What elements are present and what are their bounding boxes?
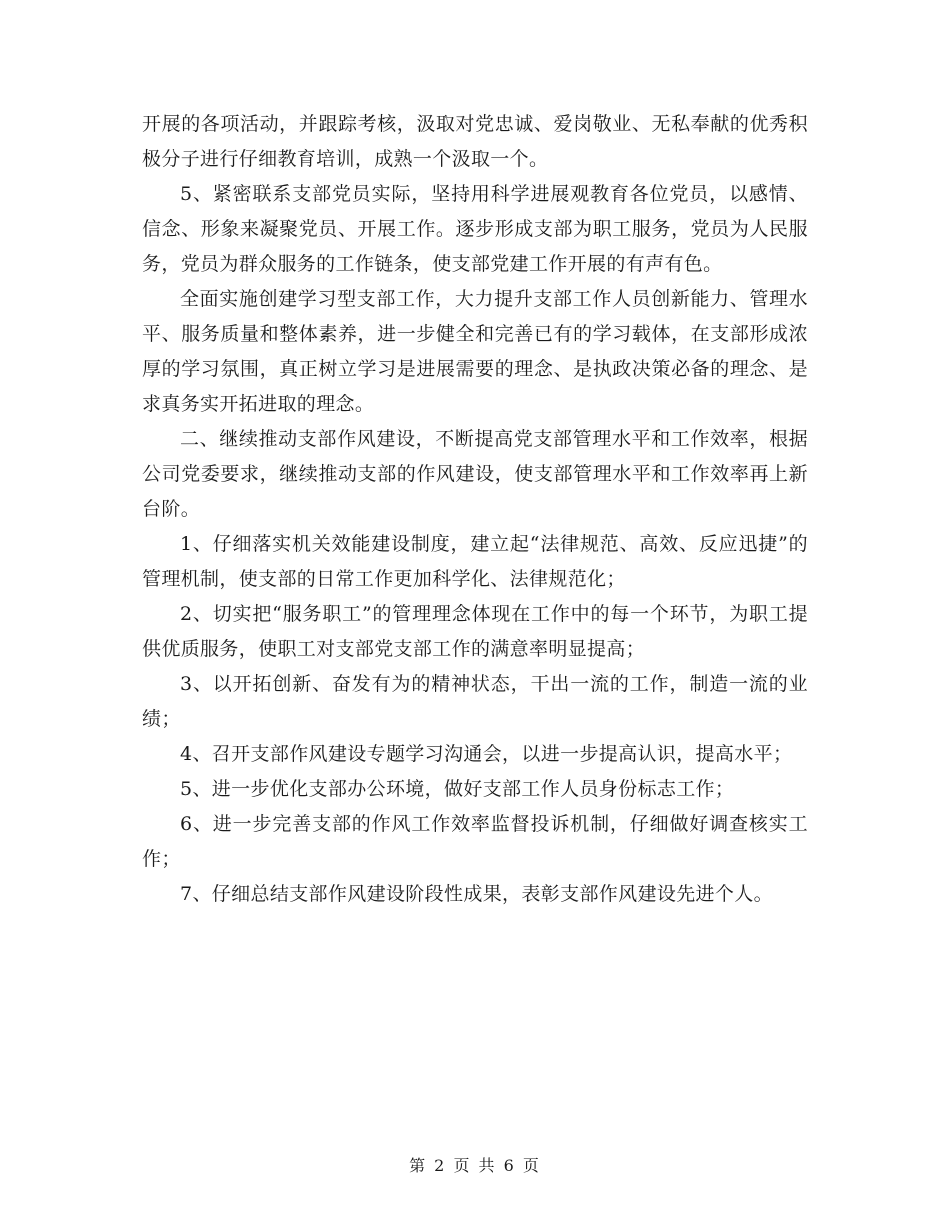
- paragraph: 3、以开拓创新、奋发有为的精神状态，干出一流的工作，制造一流的业绩；: [142, 673, 808, 730]
- paragraph: 2、切实把“服务职工”的管理理念体现在工作中的每一个环节，为职工提供优质服务，使职工对支部党支部工作的满意率明显提高；: [142, 603, 808, 660]
- paragraph: 7、仔细总结支部作风建设阶段性成果，表彰支部作风建设先进个人。: [180, 883, 773, 905]
- paragraph: 开展的各项活动，并跟踪考核，汲取对党忠诚、爱岗敬业、无私奉献的优秀积极分子进行仔细教育培训，成熟一个汲取一个。: [142, 113, 808, 170]
- page-number-footer: 第 2 页 共 6 页: [409, 1156, 541, 1175]
- document-body: [142, 107, 808, 912]
- paragraph: 全面实施创建学习型支部工作，大力提升支部工作人员创新能力、管理水平、服务质量和整体素养，进一步健全和完善已有的学习载体，在支部形成浓厚的学习氛围，真正树立学习是进展需要的理念、是执政决策必备的理念、是求真务实开拓进取的理念。: [142, 288, 808, 415]
- paragraph: 6、进一步完善支部的作风工作效率监督投诉机制，仔细做好调查核实工作；: [142, 813, 808, 870]
- paragraph: 5、紧密联系支部党员实际，坚持用科学进展观教育各位党员，以感情、信念、形象来凝聚党员、开展工作。逐步形成支部为职工服务，党员为人民服务，党员为群众服务的工作链条，使支部党建工作开展的有声有色。: [142, 183, 808, 275]
- paragraph: 1、仔细落实机关效能建设制度，建立起“法律规范、高效、反应迅捷”的管理机制，使支部的日常工作更加科学化、法律规范化；: [142, 533, 808, 590]
- paragraph: 5、进一步优化支部办公环境，做好支部工作人员身份标志工作；: [180, 778, 735, 800]
- paragraph: 4、召开支部作风建设专题学习沟通会，以进一步提高认识，提高水平；: [180, 743, 793, 765]
- paragraph: 二、继续推动支部作风建设，不断提高党支部管理水平和工作效率，根据公司党委要求，继续推动支部的作风建设，使支部管理水平和工作效率再上新台阶。: [142, 428, 808, 520]
